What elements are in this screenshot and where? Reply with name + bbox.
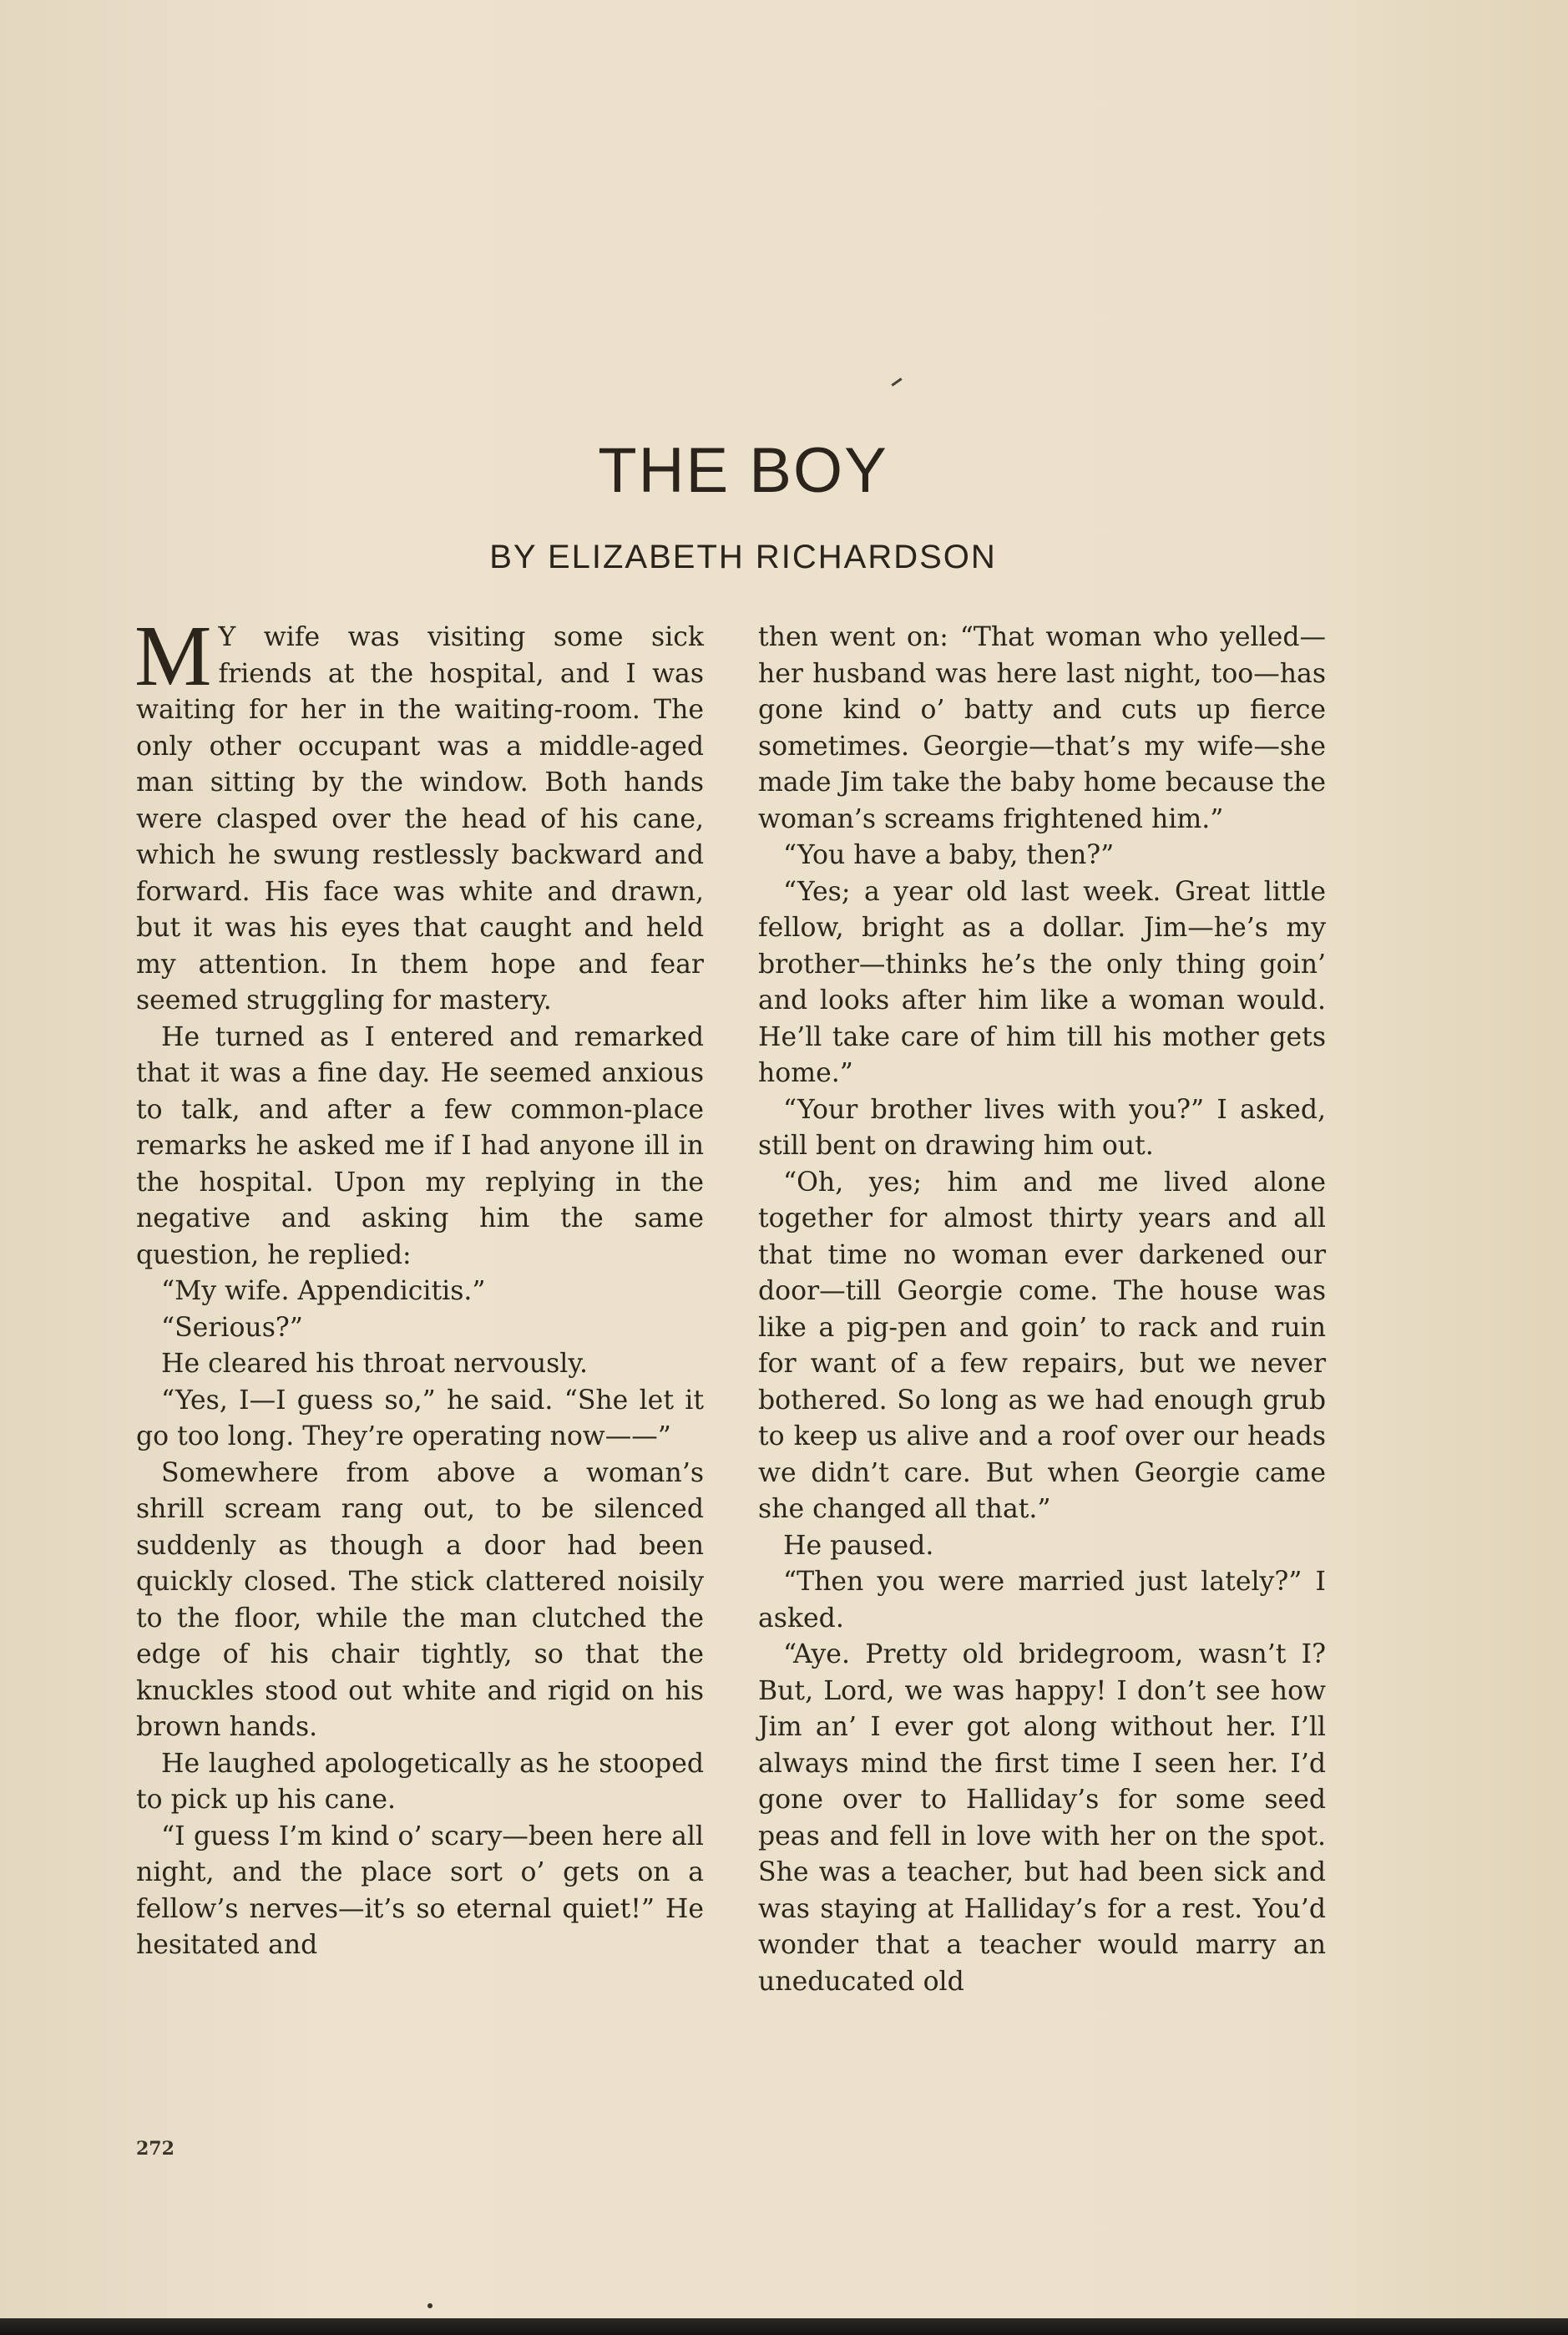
paragraph: “You have a baby, then?” — [783, 840, 1115, 870]
paragraph: “My wife. Appendicitis.” — [161, 1276, 486, 1306]
paragraph-text: Y wife was visiting some sick friends at the hospital, and I was waiting for her in the waiting-room. The only other occupant was a middle-aged man sitting by the window. Both hands were clasped over the head of his cane, which he swung restlessly backward and forward. His face was white and drawn, but it was his eyes that caught and held my attention. In them hope and fear seemed struggling for mastery. — [136, 622, 704, 1016]
paragraph: “Yes; a year old last week. Great little fellow, bright as a dollar. Jim—he’s my brother—thinks he’s the only thing goin’ and looks after him like a woman would. He’ll take care of him till his mother gets home.” — [758, 876, 1326, 1088]
article-title: THE BOY — [598, 435, 888, 506]
ink-dot — [427, 2303, 432, 2308]
page-number: 272 — [136, 2138, 175, 2160]
paragraph: then went on: “That woman who yelled—her husband was here last night, too—has gone kind o’ batty and cuts up fierce sometimes. Georgie—that’s my wife—she made Jim take the baby home because the woman’s screams frightened him.” — [758, 622, 1326, 834]
paragraph: Somewhere from above a woman’s shrill scream rang out, to be silenced suddenly as though a door had been quickly closed. The stick clattered noisily to the floor, while the man clutched the edge of his chair tightly, so that the knuckles stood out white and rigid on his brown hands. — [136, 1457, 704, 1742]
paragraph: He paused. — [783, 1530, 934, 1561]
ink-mark — [891, 377, 902, 386]
paragraph: “Your brother lives with you?” I asked, still bent on drawing him out. — [758, 1094, 1326, 1161]
right-column — [758, 620, 1326, 2000]
paragraph — [134, 608, 704, 1020]
article-byline: BY ELIZABETH RICHARDSON — [489, 539, 997, 575]
paragraph: “Oh, yes; him and me lived alone together for almost thirty years and all that time no woman ever darkened our door—till Georgie come. The house was like a pig-pen and goin’ to rack and ruin for want of a few repairs, but we never bothered. So long as we had enough grub to keep us alive and a roof over our heads we didn’t care. But when Georgie came she changed all that.” — [758, 1167, 1326, 1524]
bleed-through-text — [484, 125, 1236, 192]
paragraph: He laughed apologetically as he stooped to pick up his cane. — [136, 1748, 704, 1815]
left-column — [134, 608, 704, 1964]
page-bottom-edge — [0, 2318, 1568, 2335]
paragraph: He turned as I entered and remarked that it was a fine day. He seemed anxious to talk, and after a few common-place remarks he asked me if I had anyone ill in the hospital. Upon my replying in the negative and asking him the same question, he replied: — [136, 1021, 704, 1270]
paragraph: “Then you were married just lately?” I asked. — [758, 1567, 1326, 1633]
drop-cap: M — [134, 608, 212, 704]
paragraph: He cleared his throat nervously. — [161, 1349, 588, 1379]
paragraph: “Aye. Pretty old bridegroom, wasn’t I? But, Lord, we was happy! I don’t see how Jim an’ I ever got along without her. I’ll always mind the first time I seen her. I’d gone over to Halliday’s for some seed peas and fell in love with her on the spot. She was a teacher, but had been sick and was staying at Halliday’s for a rest. You’d wonder that a teacher would marry an uneducated old — [758, 1639, 1326, 1997]
paragraph: “I guess I’m kind o’ scary—been here all night, and the place sort o’ gets on a fellow’s nerves—it’s so eternal quiet!” He hesitated and — [136, 1821, 704, 1960]
paragraph: “Yes, I—I guess so,” he said. “She let it go too long. They’re operating now——” — [136, 1385, 704, 1451]
paragraph: “Serious?” — [161, 1312, 303, 1343]
